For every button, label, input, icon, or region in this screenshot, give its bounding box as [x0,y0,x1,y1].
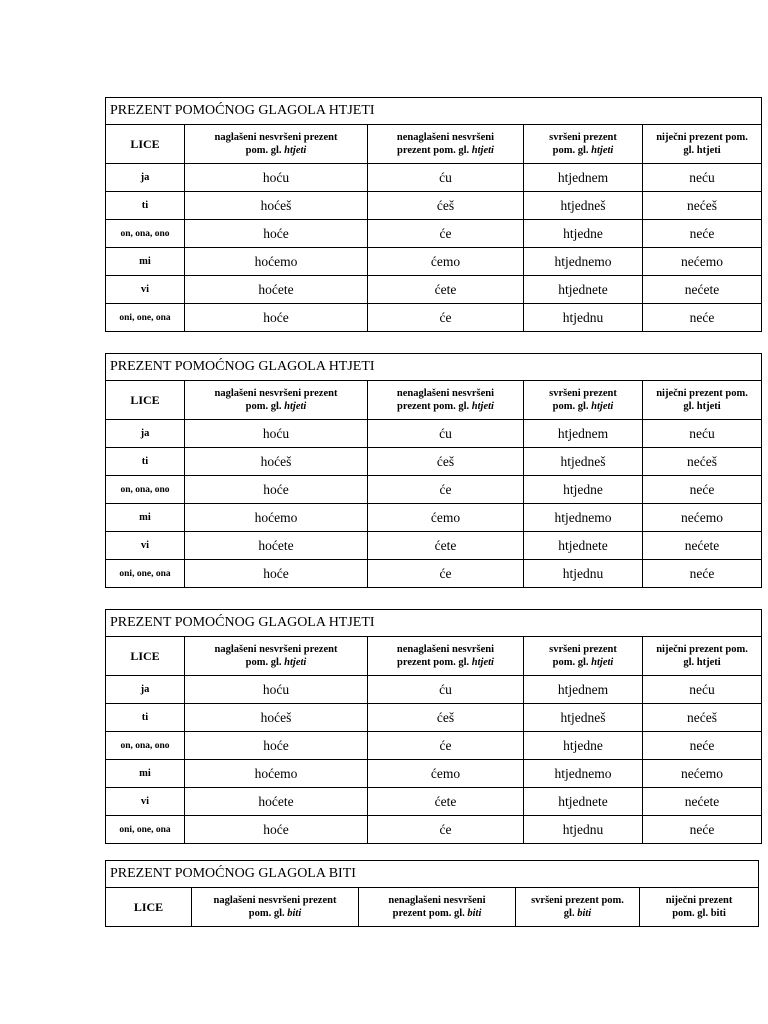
table-cell: nećeš [643,192,762,220]
table-cell: hoće [185,304,368,332]
table-cell: hoćemo [185,760,368,788]
table-cell: nećemo [643,248,762,276]
table-row [106,704,762,732]
table-cell: nećete [643,532,762,560]
conjugation-table-htjeti-2 [105,353,762,588]
table-cell: neću [643,164,762,192]
table-cell: ćete [368,532,524,560]
table-row [106,760,762,788]
table-cell: hoću [185,676,368,704]
table-row [106,248,762,276]
lice-cell: ti [106,192,185,220]
table-cell: hoće [185,816,368,844]
table-cell: htjednem [524,676,643,704]
lice-cell: ja [106,420,185,448]
table-cell: će [368,816,524,844]
table-title: PREZENT POMOĆNOG GLAGOLA HTJETI [106,98,762,125]
table-cell: ćeš [368,192,524,220]
header-row [106,888,759,927]
table-cell: hoće [185,732,368,760]
table-cell: htjednu [524,304,643,332]
table-cell: ću [368,420,524,448]
table-cell: htjedneš [524,448,643,476]
table-cell: hoće [185,220,368,248]
table-cell: neće [643,732,762,760]
lice-cell: vi [106,276,185,304]
table-cell: će [368,220,524,248]
header-col1: naglašeni nesvršeni prezent pom. gl. htjeti [185,381,368,420]
table-cell: će [368,476,524,504]
conjugation-table-biti [105,860,759,927]
header-row [106,381,762,420]
table-cell: će [368,560,524,588]
header-col3: svršeni prezent pom. gl. htjeti [524,381,643,420]
lice-cell: on, ona, ono [106,732,185,760]
table-title: PREZENT POMOĆNOG GLAGOLA BITI [106,861,759,888]
table-cell: hoćemo [185,504,368,532]
table-cell: ćemo [368,248,524,276]
table-cell: neću [643,420,762,448]
table-cell: hoćemo [185,248,368,276]
table-row [106,676,762,704]
lice-cell: ja [106,676,185,704]
table-cell: nećemo [643,760,762,788]
lice-cell: ti [106,448,185,476]
table-cell: htjedneš [524,192,643,220]
table-cell: neće [643,816,762,844]
table-cell: htjedne [524,732,643,760]
header-col2: nenaglašeni nesvršeni prezent pom. gl. htjeti [368,637,524,676]
header-col3: svršeni prezent pom. gl. htjeti [524,125,643,164]
header-col4: niječni prezent pom. gl. htjeti [643,125,762,164]
table-cell: ćete [368,276,524,304]
table-cell: ćemo [368,760,524,788]
table-row [106,504,762,532]
header-col3: svršeni prezent pom. gl. htjeti [524,637,643,676]
table-cell: nećeš [643,704,762,732]
table-row [106,276,762,304]
lice-cell: vi [106,788,185,816]
table-row [106,448,762,476]
table-cell: nećete [643,788,762,816]
header-col1: naglašeni nesvršeni prezent pom. gl. htjeti [185,637,368,676]
table-row [106,476,762,504]
table-cell: hoćeš [185,704,368,732]
table-cell: nećete [643,276,762,304]
table-row [106,192,762,220]
header-lice: LICE [106,637,185,676]
conjugation-table-htjeti-1 [105,97,762,332]
lice-cell: on, ona, ono [106,220,185,248]
lice-cell: ja [106,164,185,192]
header-col1: naglašeni nesvršeni prezent pom. gl. biti [192,888,359,927]
lice-cell: oni, one, ona [106,560,185,588]
table-cell: htjednemo [524,760,643,788]
header-col2: nenaglašeni nesvršeni prezent pom. gl. htjeti [368,381,524,420]
table-row [106,560,762,588]
table-cell: htjednem [524,164,643,192]
table-row [106,164,762,192]
header-lice: LICE [106,381,185,420]
lice-cell: on, ona, ono [106,476,185,504]
lice-cell: ti [106,704,185,732]
table-cell: ćemo [368,504,524,532]
table-row [106,532,762,560]
table-cell: hoće [185,560,368,588]
table-title: PREZENT POMOĆNOG GLAGOLA HTJETI [106,610,762,637]
table-row [106,420,762,448]
table-cell: htjednete [524,532,643,560]
table-cell: htjedneš [524,704,643,732]
table-cell: nećemo [643,504,762,532]
table-cell: htjednete [524,276,643,304]
header-col4: niječni prezent pom. gl. htjeti [643,381,762,420]
table-cell: hoćeš [185,448,368,476]
header-col2: nenaglašeni nesvršeni prezent pom. gl. htjeti [368,125,524,164]
table-row [106,220,762,248]
lice-cell: mi [106,504,185,532]
table-cell: htjednemo [524,248,643,276]
lice-cell: mi [106,248,185,276]
table-cell: će [368,304,524,332]
header-col4: niječni prezent pom. gl. biti [640,888,759,927]
table-cell: ću [368,164,524,192]
table-row [106,732,762,760]
table-cell: htjednemo [524,504,643,532]
header-col3: svršeni prezent pom. gl. biti [516,888,640,927]
lice-cell: oni, one, ona [106,304,185,332]
table-cell: hoću [185,420,368,448]
header-lice: LICE [106,888,192,927]
table-row [106,816,762,844]
table-cell: hoćeš [185,192,368,220]
table-cell: hoće [185,476,368,504]
table-cell: htjedne [524,476,643,504]
table-cell: neće [643,220,762,248]
table-cell: htjednem [524,420,643,448]
table-cell: hoćete [185,276,368,304]
table-title: PREZENT POMOĆNOG GLAGOLA HTJETI [106,354,762,381]
header-col2: nenaglašeni nesvršeni prezent pom. gl. biti [359,888,516,927]
lice-cell: oni, one, ona [106,816,185,844]
table-cell: nećeš [643,448,762,476]
header-col1: naglašeni nesvršeni prezent pom. gl. htjeti [185,125,368,164]
table-cell: hoćete [185,788,368,816]
table-cell: hoćete [185,532,368,560]
header-lice: LICE [106,125,185,164]
table-cell: htjednete [524,788,643,816]
table-cell: hoću [185,164,368,192]
table-cell: htjednu [524,816,643,844]
header-row [106,637,762,676]
table-cell: će [368,732,524,760]
header-row [106,125,762,164]
table-cell: ćeš [368,704,524,732]
conjugation-table-htjeti-3 [105,609,762,844]
lice-cell: mi [106,760,185,788]
table-cell: neću [643,676,762,704]
header-col4: niječni prezent pom. gl. htjeti [643,637,762,676]
table-cell: ću [368,676,524,704]
table-cell: ćete [368,788,524,816]
table-cell: neće [643,560,762,588]
table-cell: htjedne [524,220,643,248]
table-cell: ćeš [368,448,524,476]
lice-cell: vi [106,532,185,560]
table-row [106,304,762,332]
table-cell: htjednu [524,560,643,588]
table-cell: neće [643,304,762,332]
table-cell: neće [643,476,762,504]
table-row [106,788,762,816]
